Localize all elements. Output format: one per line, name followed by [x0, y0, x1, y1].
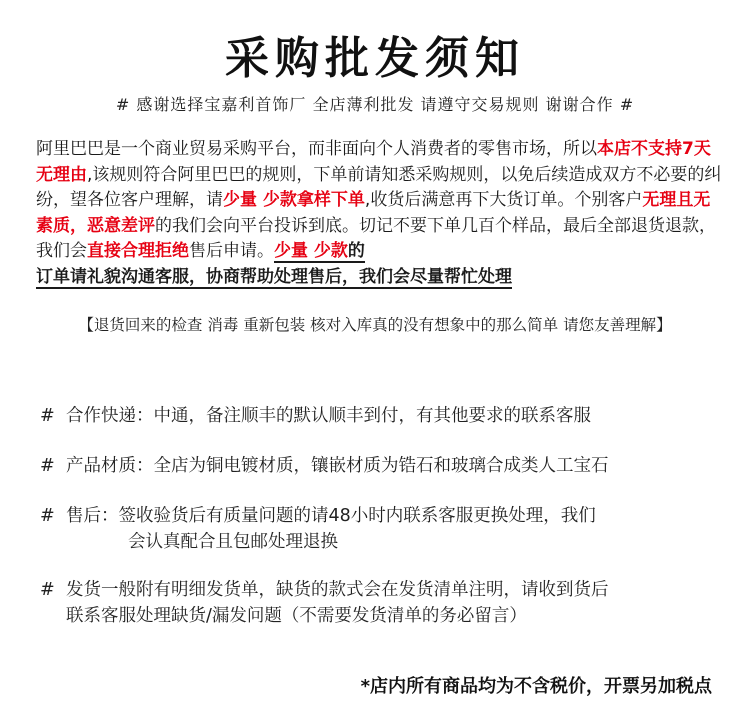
info-item-aftersale	[40, 503, 720, 555]
return-note: 【退货回来的检查 消毒 重新包装 核对入库真的没有想象中的那么简单 请您友善理解】	[78, 316, 672, 334]
page-title: 采购批发须知	[225, 33, 525, 84]
notice-text: 售后申请。	[189, 241, 274, 261]
hash-mark: #	[40, 456, 55, 476]
notice-text: 的我们会向平台投诉到底。切记不要下单几百个样品，最后全部退货退款，我们会	[36, 215, 716, 261]
hash-mark: #	[40, 406, 55, 426]
subtitle: # 感谢选择宝嘉利首饰厂 全店薄利批发 请遵守交易规则 谢谢合作 #	[115, 95, 635, 114]
info-item-shipping	[40, 403, 720, 429]
notice-highlight: 少量 少款拿样下单	[223, 190, 365, 210]
tax-note: *店内所有商品均为不含税价，开票另加税点	[360, 676, 712, 697]
notice-highlight: 本店不支持7天无理由	[36, 139, 711, 185]
notice-text: ,收货后满意再下大货订单。个别客户	[364, 190, 643, 210]
info-item-material	[40, 453, 720, 479]
info-item-text-cont: 会认真配合且包邮处理退换	[128, 532, 338, 552]
notice-text: ,该规则符合阿里巴巴的规则，下单前请知悉采购规则，以免后续造成双方不必要的纠纷，望各位客户理解，请	[36, 164, 722, 210]
hash-mark: #	[40, 580, 55, 600]
notice-underlined-text: 订单请礼貌沟通客服，协商帮助处理售后，我们会尽量帮忙处理	[36, 266, 512, 287]
info-item-text: 合作快递：中通，备注顺丰的默认顺丰到付，有其他要求的联系客服	[66, 406, 591, 426]
info-item-text: 发货一般附有明细发货单，缺货的款式会在发货清单注明，请收到货后	[66, 580, 609, 600]
notice-highlight: 少量 少款	[274, 241, 348, 261]
info-item-text-cont: 联系客服处理缺货/漏发问题（不需要发货清单的务必留言）	[66, 606, 527, 626]
info-item-text: 产品材质：全店为铜电镀材质，镶嵌材质为锆石和玻璃合成类人工宝石	[66, 456, 609, 476]
notice-highlight: 无理且无素质，恶意差评	[36, 190, 711, 236]
notice-highlight: 直接合理拒绝	[87, 241, 189, 261]
notice-text: 的	[347, 241, 365, 261]
notice-text: 阿里巴巴是一个商业贸易采购平台，而非面向个人消费者的零售市场，所以	[36, 139, 597, 159]
hash-mark: #	[40, 506, 55, 526]
notice-paragraph	[36, 137, 726, 290]
info-item-text: 售后：签收验货后有质量问题的请48小时内联系客服更换处理，我们	[66, 506, 596, 526]
info-item-delivery	[40, 577, 720, 629]
